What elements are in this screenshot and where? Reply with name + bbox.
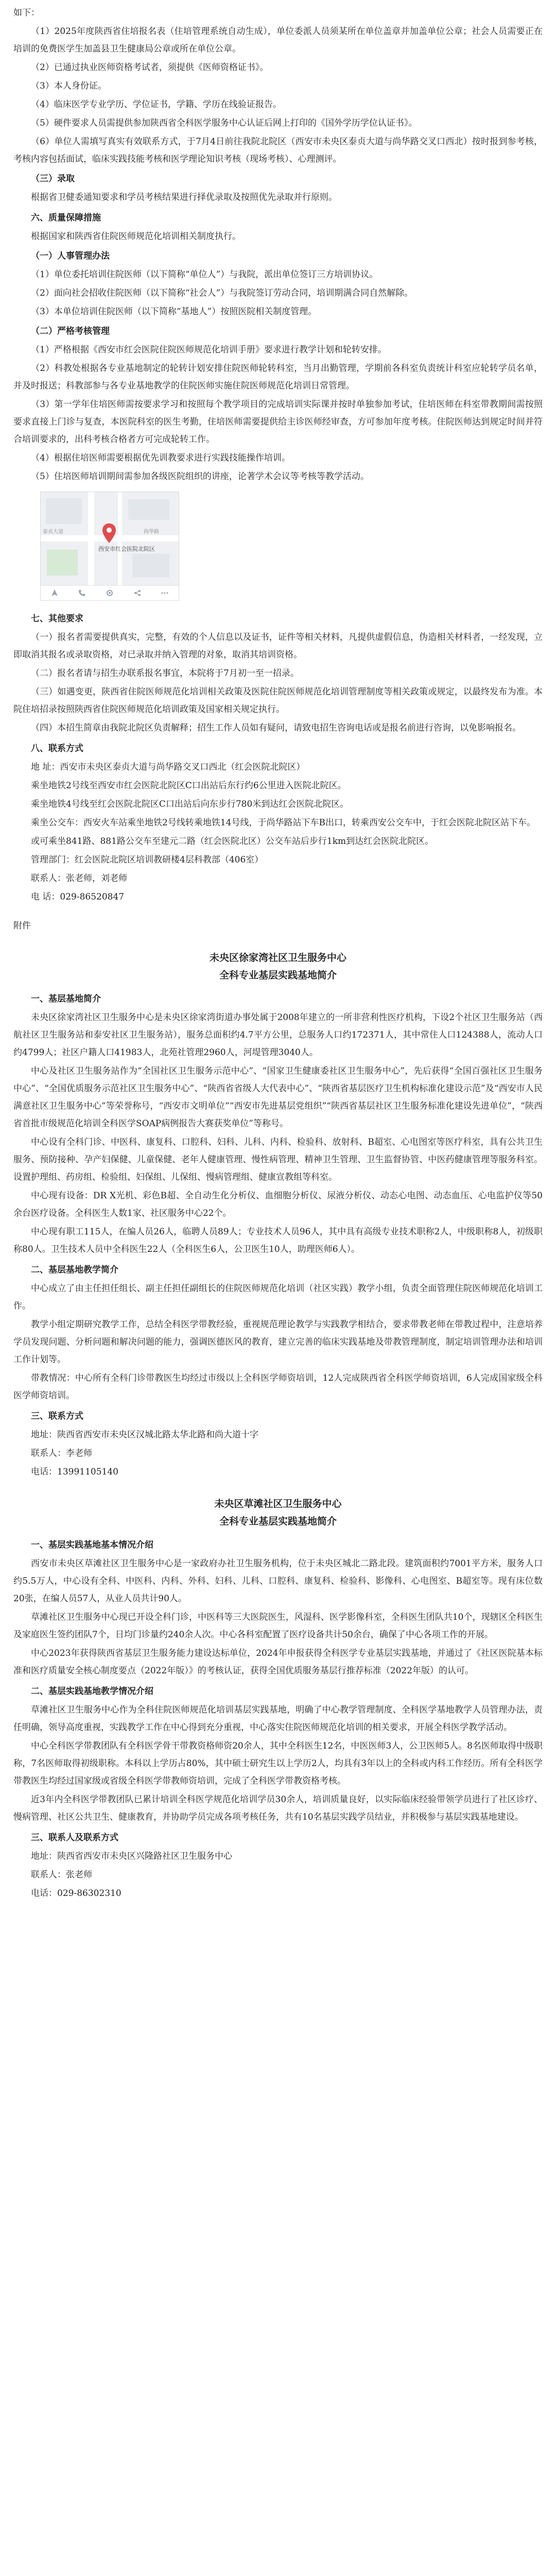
teaching-paragraph: 带教情况：中心所有全科门诊带教医生均经过市级以上全科医学师资培训，12人完成陕西省全科医学师资培训，6人完成国家级全科医学师资培训。 xyxy=(13,1373,543,1401)
base-intro-paragraph: 未央区徐家湾社区卫生服务中心是未央区徐家湾街道办事处属于2008年建立的一所非营利性医疗机构，下设2个社区卫生服务站（西航社区卫生服务站和泰安社区卫生服务站），服务总面积约4.7平方公里，总服务人口约172371人，其中常住人口124388人，流动人口约4799人；社区户籍人口41983人，北苑社管理2960人，河堤管理3040人。 xyxy=(13,1012,543,1058)
contact-office: 管理部门：红会医院北院区培训教研楼4层科教部（406室） xyxy=(31,855,264,865)
other-item: （四）本招生简章由我院北院区负责解释；招生工作人员如有疑问，请致电招生咨询电话或是报名前进行咨询，以免影响报名。 xyxy=(31,723,521,733)
base-intro-paragraph: 中心设有全科门诊、中医科、康复科、口腔科、妇科、儿科、内科、检验科、放射科、B超室、心电图室等医疗科室，具有公共卫生服务、预防接种、孕产妇保健、儿童保健、老年人健康管理、慢性病管理、精神卫生管理、卫生监督协管、中医药健康管理等服务科室。设置护理组、药房组、检验组、妇保组、儿保组、慢病管理组、健康宣教组等科室。 xyxy=(13,1137,543,1182)
map-park xyxy=(47,550,78,575)
map-block xyxy=(128,499,169,520)
contact-person: 联系人：张老师，刘老师 xyxy=(31,873,127,884)
assessment-item: （3）第一学年住培医师需按要求学习和按照每个教学项目的完成培训实际课并按时单独参加考试，住培医师在科室带教期间需按照要求直接上门诊与复查，本医院科室的医生考勤，住培医师需要提供给主诊医师经审查，方可参加年度考核。住院医师达到规定时间并符合培训要求的，出科考核合格者方可完成轮转工作。 xyxy=(13,399,543,445)
location-map[interactable] xyxy=(40,492,179,601)
map-road xyxy=(88,492,94,586)
section-base-basic: 一、基层实践基地基本情况介绍 xyxy=(31,1540,153,1550)
map-more-icon[interactable] xyxy=(161,589,169,597)
subheading-personnel: （一）人事管理办法 xyxy=(31,251,110,261)
personnel-item: （3）本单位培训住院医师（以下简称“基地人”）按照医院相关制度管理。 xyxy=(31,307,317,317)
section-base-teaching: 二、基层实践基地教学情况介绍 xyxy=(31,1686,153,1697)
appendix-title-line: 全科专业基层实践基地简介 xyxy=(219,970,337,981)
map-toolbar xyxy=(41,585,179,600)
map-block xyxy=(132,554,169,578)
section-quality: 六、质量保障措施 xyxy=(31,213,101,223)
map-share-icon[interactable] xyxy=(133,589,142,597)
section-teaching-intro: 二、基层基地教学简介 xyxy=(31,1265,118,1275)
appendix-title-line: 未央区草滩社区卫生服务中心 xyxy=(214,1498,342,1510)
assessment-item: （5）住培医师培训期间需参加各级医院组织的讲座，论著学术会议等考核等教学活动。 xyxy=(31,471,369,482)
req-item: （2）已通过执业医师资格考试者，须提供《医师资格证书》。 xyxy=(31,62,269,73)
base-teaching-paragraph: 草滩社区卫生服务中心作为全科住院医师规范化培训基层实践基地，明确了中心教学管理制度、全科医学基地教学人员管理办法，责任明确，领导高度重视，实践教学工作在中心得到充分重视，中心落实住院医师规范化培训的相关要求，开展全科医学教学活动。 xyxy=(13,1705,543,1733)
map-road xyxy=(118,492,122,586)
assessment-item: （2）科教处根据各专业基地制定的轮转计划安排住院医师轮转科室，当月出勤管理，学期前各科室负责统计科室应轮转学员名单，并及时报送；科教部参与各专业基地教学的住院医师实施住院医师规范化培训日常管理。 xyxy=(13,363,543,391)
assessment-item: （1）严格根据《西安市红会医院住院医师规范化培训手册》要求进行教学计划和轮转安排。 xyxy=(31,345,387,355)
intro-text: 如下： xyxy=(13,8,40,18)
base-teaching-paragraph: 近3年内全科医学带教团队已累计培训全科医学规范化培训学员30余人，培训质量良好，以实际临床经验带领学员进行了社区诊疗、慢病管理、社区公共卫生、健康教育，并协助学员完成各项考核任务，共有10名基层实践学员结业，并积极参与基层实践基地建设。 xyxy=(13,1794,543,1822)
appendix-label: 附件 xyxy=(13,921,31,931)
base-intro-paragraph: 中心及社区卫生服务站作为“全国社区卫生服务示范中心”、“国家卫生健康委社区卫生服务中心”，先后获得“全国百强社区卫生服务中心”、“全国优质服务示范社区卫生服务中心”、“陕西省省级人大代表中心”、“陕西省基层医疗卫生机构标准化建设示范”及“西安市人民满意社区卫生服务中心”等荣誉称号，“西安市文明单位”“西安市先进基层党组织”“陕西省基层社区卫生服务标准化建设先进单位”，“陕西省首批市级规范化培训全科医学SOAP病例报告大赛获奖单位”等称号。 xyxy=(13,1066,543,1129)
map-road-label: 泰贞大道 xyxy=(43,529,63,535)
base-basic-paragraph: 西安市未央区草滩社区卫生服务中心是一家政府办社卫生服务机构，位于未央区城北二路北段。建筑面积约7001平方米，服务人口约5.5万人，中心设有全科、中医科、内科、外科、妇科、儿科、口腔科、康复科、检验科、影像科、心电图室、B超室等。现有床位数20张，在编人员57人，从业人员共计90人。 xyxy=(13,1558,543,1604)
map-pin-icon xyxy=(101,523,117,544)
quality-intro: 根据国家和陕西省住院医师规范化培训相关制度执行。 xyxy=(31,231,241,242)
personnel-item: （2）面向社会招收住院医师（以下简称“社会人”）与我院签订劳动合同，培训期满合同自然解除。 xyxy=(31,288,413,298)
contact-address: 地址：陕西省西安市未央区兴隆路社区卫生服务中心 xyxy=(31,1851,232,1861)
req-item: （1）2025年度陕西省住培报名表（住培管理系统自动生成），单位委派人员须某所在单位盖章并加盖单位公章；社会人员需要正在培训的免费医学生加盖县卫生健康局公章或所在单位公章。 xyxy=(13,26,543,54)
req-item: （5）硬件要求人员需提供参加陕西省全科医学服务中心认证后网上打印的《国外学历学位认证书》。 xyxy=(31,118,418,128)
contact-person: 联系人：李老师 xyxy=(31,1448,92,1459)
teaching-paragraph: 中心成立了由主任担任组长、副主任担任副组长的住院医师规范化培训（社区实践）教学小组，负责全面管理住院医师规范化培训工作。 xyxy=(13,1283,543,1311)
map-location-icon[interactable] xyxy=(106,589,114,597)
map-road-label: 尚华路 xyxy=(144,529,159,535)
map-navigate-icon[interactable] xyxy=(50,589,59,597)
section-base-intro: 一、基层基地简介 xyxy=(31,994,101,1004)
subheading-assessment: （二）严格考核管理 xyxy=(31,326,110,336)
teaching-paragraph: 教学小组定期研究教学工作，总结全科医学带教经验，重视规范理论教学与实践教学相结合，要求带教老师在带教过程中，注意培养学员发现问题、分析问题和解决问题的能力，强调医德医风的教育，建立完善的临床实践基地及带教管理制度，制定培训管理办法和培训工作计划等。 xyxy=(13,1319,543,1365)
other-item: （三）如遇变更，陕西省住院医师规范化培训相关政策及医院住院医师规范化培训管理制度等相关政策或规定，以最终发布为准。本院住培招录按照陕西省住院医师规范化培训政策及国家相关规定执行。 xyxy=(13,687,543,715)
contact-route: 乘坐地铁4号线至红会医院北院区C口出站后向东步行780米到达红会医院北院区。 xyxy=(31,799,349,809)
appendix-title-line: 全科专业基层实践基地简介 xyxy=(219,1516,337,1527)
admission-text: 根据省卫健委通知要求和学员考核结果进行择优录取及按照优先录取并行原则。 xyxy=(31,192,337,202)
other-item: （二）报名者请与招生办联系报名事宜，本院将于7月初一至一招录。 xyxy=(31,668,299,679)
contact-route: 或可乘坐841路、881路公交车至建元二路（红会医院北区）公交车站后步行1km到达红会医院北院区。 xyxy=(31,836,434,846)
contact-phone: 电话：029-86302310 xyxy=(31,1888,121,1899)
section-other-requirements: 七、其他要求 xyxy=(31,614,83,624)
appendix-title-line: 未央区徐家湾社区卫生服务中心 xyxy=(209,952,346,963)
assessment-item: （4）根据住培医师需要根据优先训教要求进行实践技能操作培训。 xyxy=(31,453,290,463)
section-contact-2: 三、联系人及联系方式 xyxy=(31,1833,118,1843)
base-intro-paragraph: 中心现有设备：DR X光机、彩色B超、全自动生化分析仪、血细胞分析仪、尿液分析仪、动态心电图、动态血压、心电监护仪等50余台医疗设备。全科医生人数1家、社区服务中心22个。 xyxy=(13,1191,543,1218)
map-place-label: 西安市红会医院北院区 xyxy=(98,546,155,552)
subheading-admission: （三）录取 xyxy=(31,174,75,184)
req-item: （4）临床医学专业学历、学位证书，学籍、学历在线验证报告。 xyxy=(31,99,282,110)
base-basic-paragraph: 草滩社区卫生服务中心现已开设全科门诊，中医科等三大医院医生，风湿科、医学影像科室，全科医生团队共10个，现辖区全科医生及家庭医生签约团队7个，日均门诊量约240余人次。中心各科室配置了医疗设备共计50余台，确保了中心各项工作的开展。 xyxy=(13,1612,543,1640)
appendix-title-2 xyxy=(13,1495,543,1530)
contact-person: 联系人：张老师 xyxy=(31,1870,92,1880)
contact-address: 地址：陕西省西安市未央区汉城北路太华北路和尚大道十字 xyxy=(31,1430,258,1440)
contact-route: 乘坐公交车：西安火车站乘坐地铁2号线转乘地铁14号线，于尚华路站下车B出口，转乘西安公交车中，于红会医院北院区站下车。 xyxy=(31,818,535,828)
base-basic-paragraph: 中心2023年获得陕西省基层卫生服务能力建设达标单位，2024年申报获得全科医学专业基层实践基地，并通过了《社区医院基本标准和医疗质量安全核心制度要点（2022年版）》的考核认证，获得全国优质服务基层行推荐标准（2022年版）的认可。 xyxy=(13,1648,543,1676)
req-item: （3）本人身份证。 xyxy=(31,81,107,91)
contact-address: 地 址：西安市未央区泰贞大道与尚华路交叉口西北（红会医院北院区） xyxy=(31,762,305,772)
req-item: （6）单位人需填写真实有效联系方式，于7月4日前往我院北院区（西安市未央区泰贞大道与尚华路交叉口西北）按时报到参考核，考核内容包括面试，临床实践技能考核和医学理论知识考核（现场考核）、心理测评。 xyxy=(13,137,543,164)
section-contact-1: 三、联系方式 xyxy=(31,1411,83,1421)
other-item: （一）报名者需要提供真实，完整，有效的个人信息以及证书，证件等相关材料，凡提供虚假信息，伪造相关材料者，一经发现，立即取消其报名或录取资格，对已录取并纳入管理的对象，取消其培训资格。 xyxy=(13,632,543,660)
appendix-title-1 xyxy=(13,949,543,984)
contact-phone: 电话：13991105140 xyxy=(31,1467,118,1477)
map-call-icon[interactable] xyxy=(78,589,86,597)
section-contact: 八、联系方式 xyxy=(31,743,83,754)
personnel-item: （1）单位委托培训住院医师（以下简称“单位人”）与我院，派出单位签订三方培训协议。 xyxy=(31,269,378,280)
map-block xyxy=(46,498,82,524)
base-intro-paragraph: 中心现有职工115人，在编人员26人，临聘人员89人；专业技术人员96人，其中具有高级专业技术职称2人，中级职称8人，初级职称80人。卫生技术人员中全科医生22人（全科医生6人，公卫医生10人，助理医师6人）。 xyxy=(13,1227,543,1255)
location-map-container xyxy=(40,492,543,601)
contact-route: 乘坐地铁2号线至西安市红会医院北院区C口出站后东行约6公里进入医院北院区。 xyxy=(31,781,346,791)
base-teaching-paragraph: 中心全科医学带教团队有全科医学骨干带教资格师资20余人，其中全科医生12名，中医医师3人，公卫医师5人。8名医师取得中级职称，7名医师取得初级职称。本科以上学历占80%，其中硕士研究生以上学历2人，均具有3年以上的全科或内科工作经历。所有全科医学带教医生均经过国家级或省级全科医学带教师资培训，完成了全科医学带教资格考核。 xyxy=(13,1741,543,1786)
contact-phone: 电 话：029-86520847 xyxy=(31,892,125,902)
